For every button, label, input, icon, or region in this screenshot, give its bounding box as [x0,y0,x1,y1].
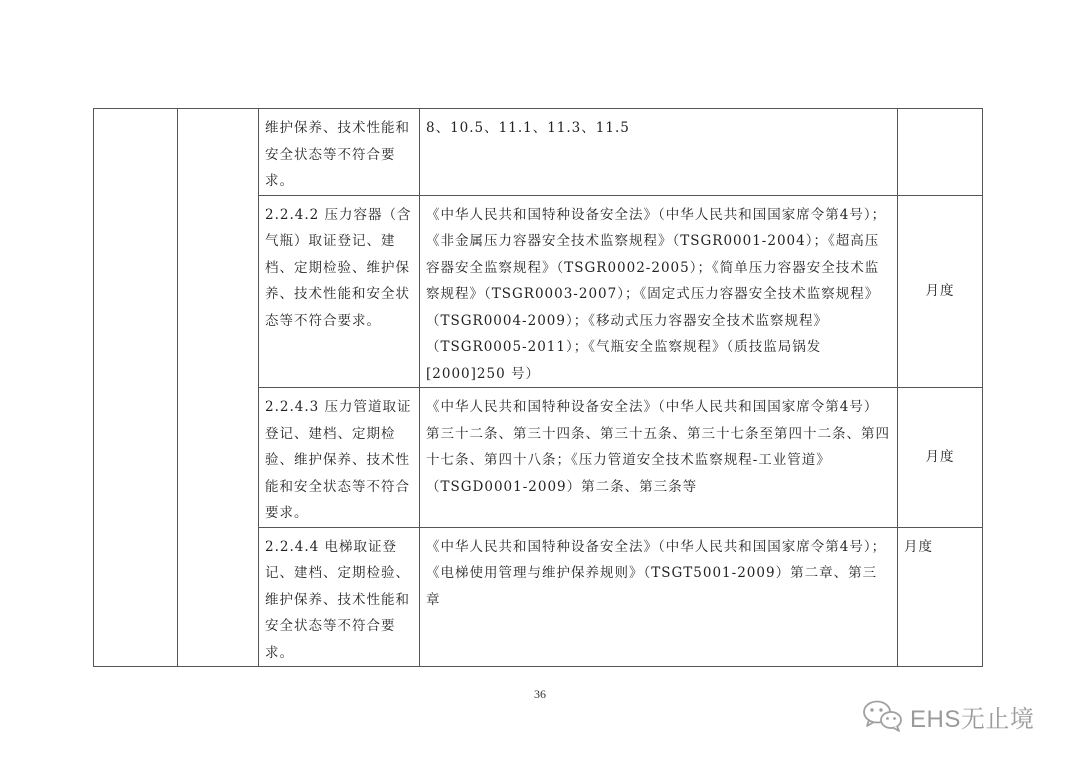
basis-cell: 《中华人民共和国特种设备安全法》（中华人民共和国国家席令第4号）第三十二条、第三十四条、第三十五条、第三十七条至第四十二条、第四十七条、第四十八条；《压力管道安全技术监察规程-工业管道》（TSGD0001-2009）第二条、第三条等 [420,388,898,528]
check-item-cell: 维护保养、技术性能和安全状态等不符合要求。 [259,109,420,196]
check-item-cell: 2.2.4.4 电梯取证登记、建档、定期检验、维护保养、技术性能和安全状态等不符合要求。 [259,527,420,667]
check-item-cell: 2.2.4.2 压力容器（含气瓶）取证登记、建档、定期检验、维护保养、技术性能和安全状态等不符合要求。 [259,195,420,388]
table-row [94,109,983,196]
inspection-table [93,108,983,667]
check-item-cell: 2.2.4.3 压力管道取证登记、建档、定期检验、维护保养、技术性能和安全状态等不符合要求。 [259,388,420,528]
frequency-cell: 月度 [898,388,983,528]
watermark-text: EHS无止境 [910,705,1035,733]
basis-cell: 8、10.5、11.1、11.3、11.5 [420,109,898,196]
watermark [862,698,1034,734]
basis-cell: 《中华人民共和国特种设备安全法》（中华人民共和国国家席令第4号）；《电梯使用管理与维护保养规则》（TSGT5001-2009）第二章、第三章 [420,527,898,667]
frequency-cell: 月度 [898,527,983,667]
frequency-cell [898,109,983,196]
frequency-cell: 月度 [898,195,983,388]
page-number: 36 [534,687,546,701]
subcategory-cell [178,109,259,667]
basis-cell: 《中华人民共和国特种设备安全法》（中华人民共和国国家席令第4号）；《非金属压力容器安全技术监察规程》（TSGR0001-2004）；《超高压容器安全监察规程》（TSGR0002-2005）；《简单压力容器安全技术监察规程》（TSGR0003-2007）；《固定式压力容器安全技术监察规程》（TSGR0004-2009）；《移动式压力容器安全技术监察规程》（TSGR0005-2011）；《气瓶安全监察规程》（质技监局锅发[2000]250 号） [420,195,898,388]
wechat-icon [862,699,904,733]
category-cell [94,109,178,667]
